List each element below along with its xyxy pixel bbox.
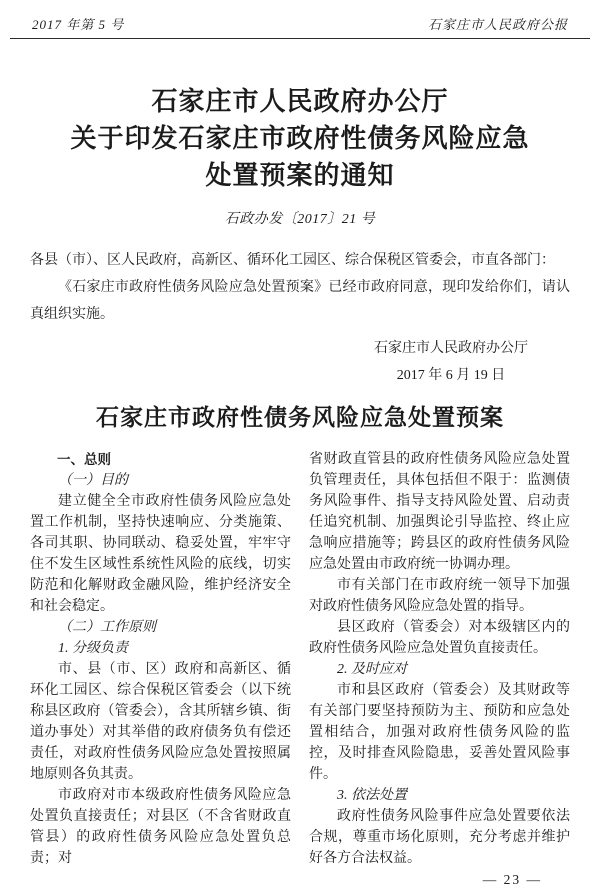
running-head [30,14,570,33]
plan-title: 石家庄市政府性债务风险应急处置预案 [96,405,504,430]
paragraph: 市、县（市、区）政府和高新区、循环化工园区、综合保税区管委会（以下统称县区政府（管委会），含其所辖乡镇、街道办事处）对其举借的政府债务负有偿还责任，对政府性债务风险应急处置按照属地原则各负其责。 [30,662,291,782]
right-column [309,449,570,869]
left-column [30,449,291,869]
sub-heading: 3. 依法处置 [337,788,407,803]
issue-number: 2017 年第 5 号 [32,17,125,32]
notice-paragraph: 《石家庄市政府性债务风险应急处置预案》已经市政府同意，现印发给你们，请认真组织实施。 [30,280,570,322]
sub-heading: 2. 及时应对 [337,662,407,677]
notice-title [30,83,570,194]
paragraph: 市政府对市本级政府性债务风险应急处置负直接责任；对县区（不含省财政直管县）的政府性债务风险应急处置负总责；对 [30,788,291,866]
paragraph: 市有关部门在市政府统一领导下加强对政府性债务风险应急处置的指导。 [309,578,570,614]
paragraph: 政府性债务风险事件应急处置要依法合规，尊重市场化原则，充分考虑并维护好各方合法权益。 [309,809,570,866]
sub-heading: （二）工作原则 [58,620,156,635]
notice-body [30,247,570,328]
salutation: 各县（市）、区人民政府，高新区、循环化工园区、综合保税区管委会，市直各部门： [30,253,555,268]
paragraph: 建立健全全市政府性债务风险应急处置工作机制，坚持快速响应、分类施策、各司其职、协同联动、稳妥处置，牢牢守住不发生区域性系统性风险的底线，切实防范和化解财政金融风险，维护经济安全和社会稳定。 [30,494,291,614]
signature-block [30,335,570,389]
document-number: 石政办发〔2017〕21 号 [224,212,376,227]
signature-date: 2017 年 6 月 19 日 [396,368,506,383]
sub-heading: 1. 分级负责 [58,641,128,656]
paragraph: 市和县区政府（管委会）及其财政等有关部门要坚持预防为主、预防和应急处置相结合，加强对政府性债务风险的监控，及时排查风险隐患，妥善处置风险事件。 [309,683,570,782]
notice-title-line3: 处置预案的通知 [205,161,395,190]
page-number: — 23 — [482,872,542,887]
notice-title-line2: 关于印发石家庄市政府性债务风险应急 [70,124,530,153]
notice-title-line1: 石家庄市人民政府办公厅 [151,87,449,116]
header-rule [10,38,590,39]
plan-body [30,449,570,869]
gazette-name: 石家庄市人民政府公报 [427,17,568,32]
paragraph-continuation: 省财政直管县的政府性债务风险应急处置负管理责任，具体包括但不限于：监测债务风险事件、指导支持风险处置、启动责任追究机制、加强舆论引导监控、终止应急响应措施等；跨县区的政府性债务风险应急处置由市政府统一协调办理。 [309,452,570,572]
sub-heading: （一）目的 [58,473,128,488]
signer-name: 石家庄市人民政府办公厅 [374,341,528,356]
signature-inner [374,335,528,389]
paragraph: 县区政府（管委会）对本级辖区内的政府性债务风险应急处置负直接责任。 [309,620,570,656]
section-heading: 一、总则 [57,452,111,467]
